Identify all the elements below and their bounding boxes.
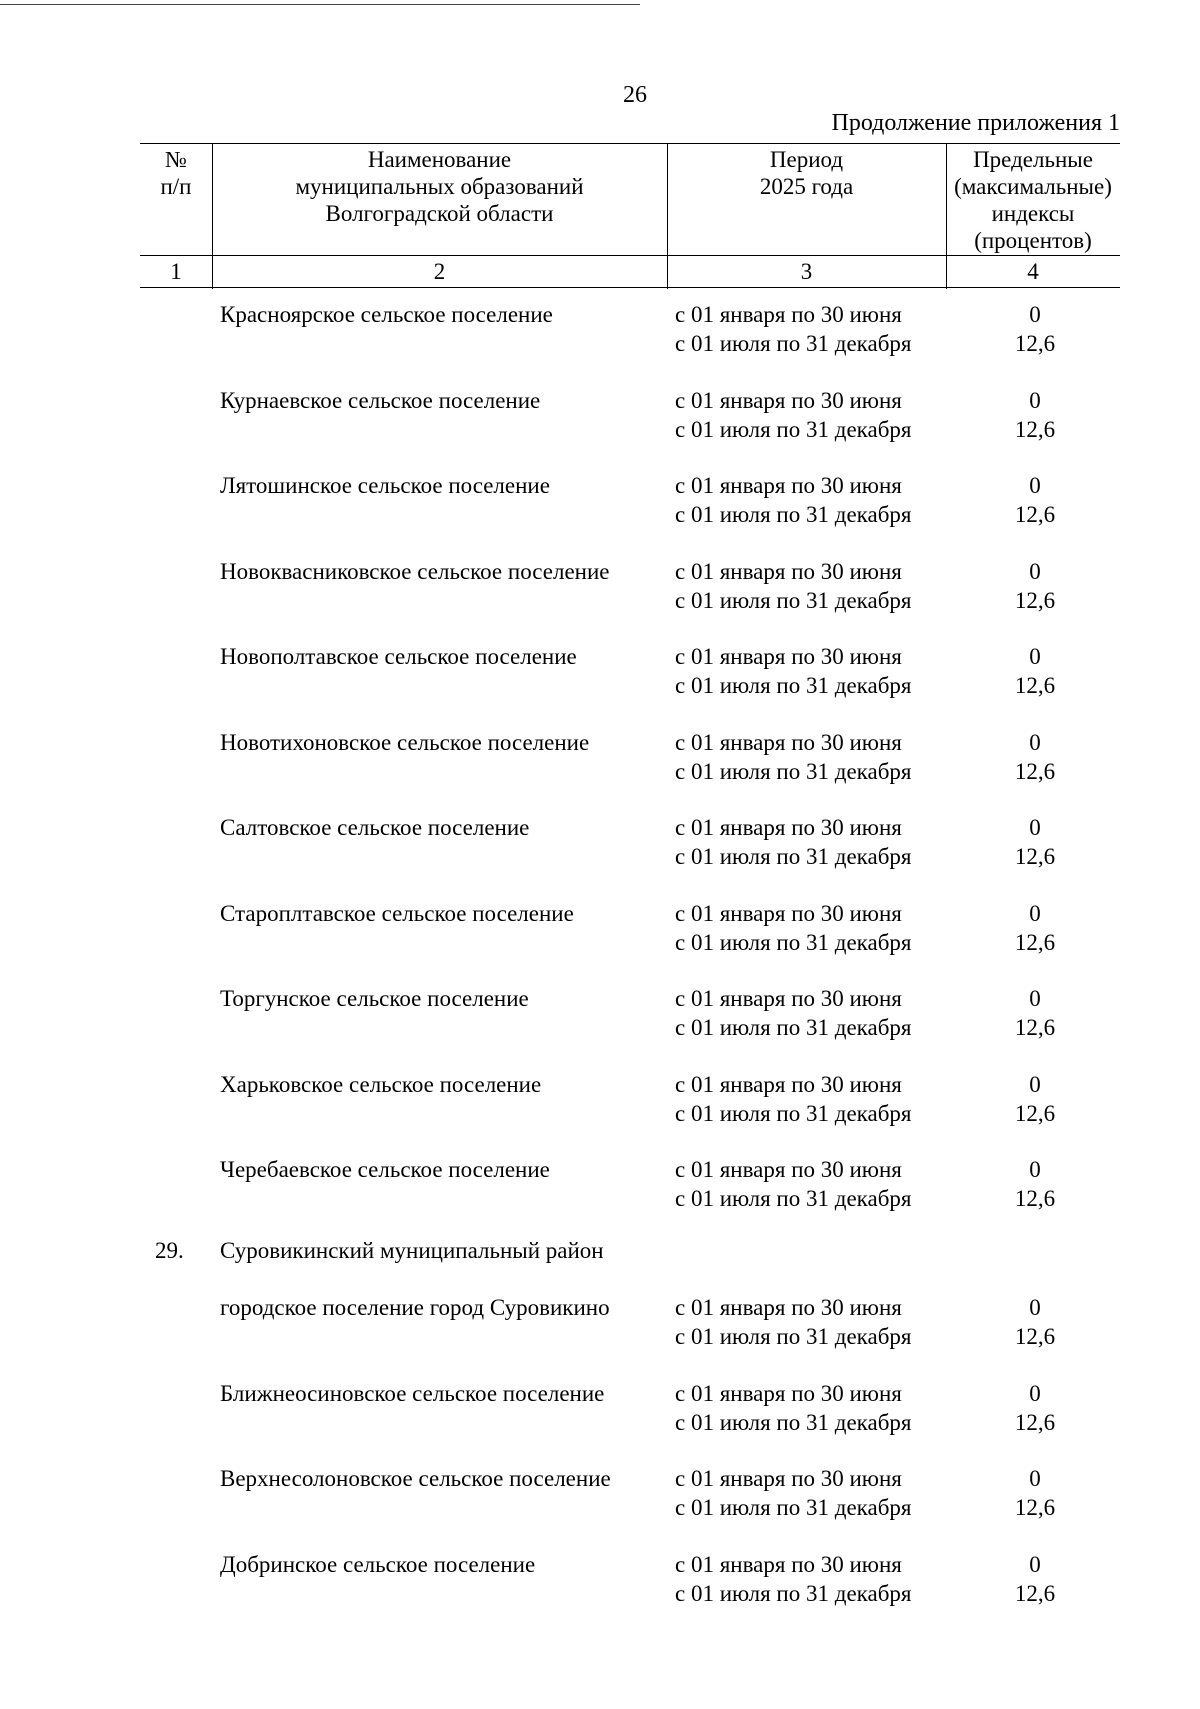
period-cell [675, 899, 911, 957]
settlement-name: Верхнесолоновское сельское поселение [220, 1466, 611, 1491]
period-second-half: с 01 июля по 31 декабря [675, 1495, 912, 1520]
period-first-half: с 01 января по 30 июня [675, 388, 902, 413]
district-name: Суровикинский муниципальный район [220, 1238, 604, 1263]
period-second-half: с 01 июля по 31 декабря [675, 417, 912, 442]
index-first-half: 0 [1029, 901, 1041, 926]
period-first-half: с 01 января по 30 июня [675, 1295, 902, 1320]
period-cell [675, 1155, 911, 1213]
header-col-period-line: Период [769, 147, 844, 172]
period-cell [675, 386, 911, 444]
settlement-name: Лятошинское сельское поселение [220, 473, 550, 498]
index-first-half: 0 [1029, 388, 1041, 413]
index-first-half: 0 [1029, 1072, 1041, 1097]
period-cell [675, 1464, 911, 1522]
index-cell [985, 471, 1085, 529]
index-first-half: 0 [1029, 1552, 1041, 1577]
index-first-half: 0 [1029, 559, 1041, 584]
period-cell [675, 300, 911, 358]
settlement-name: Черебаевское сельское поселение [220, 1157, 550, 1182]
appendix-note: Продолжение приложения 1 [831, 110, 1120, 136]
header-col-name-line: муниципальных образований [295, 174, 584, 199]
settlement-name: Ближнеосиновское сельское поселение [220, 1381, 605, 1406]
period-cell [675, 642, 911, 700]
period-cell [675, 557, 911, 615]
settlement-name: Курнаевское сельское поселение [220, 388, 541, 413]
index-first-half: 0 [1029, 815, 1041, 840]
index-cell [985, 1379, 1085, 1437]
period-second-half: с 01 июля по 31 декабря [675, 1186, 912, 1211]
period-first-half: с 01 января по 30 июня [675, 901, 902, 926]
settlement-name: Новотихоновское сельское поселение [220, 730, 590, 755]
index-second-half: 12,6 [1014, 1186, 1056, 1211]
index-first-half: 0 [1029, 730, 1041, 755]
index-cell [985, 1155, 1085, 1213]
index-cell [985, 1550, 1085, 1608]
period-first-half: с 01 января по 30 июня [675, 1552, 902, 1577]
index-second-half: 12,6 [1014, 502, 1056, 527]
index-first-half: 0 [1029, 986, 1041, 1011]
period-cell [675, 1293, 911, 1351]
index-second-half: 12,6 [1014, 673, 1056, 698]
index-second-half: 12,6 [1014, 331, 1056, 356]
settlement-name: Харьковское сельское поселение [220, 1072, 542, 1097]
period-second-half: с 01 июля по 31 декабря [675, 1324, 912, 1349]
column-number-4: 4 [1027, 259, 1039, 284]
period-second-half: с 01 июля по 31 декабря [675, 1015, 912, 1040]
period-cell [675, 984, 911, 1042]
period-first-half: с 01 января по 30 июня [675, 473, 902, 498]
period-second-half: с 01 июля по 31 декабря [675, 930, 912, 955]
settlement-name: Торгунское сельское поселение [220, 986, 529, 1011]
period-second-half: с 01 июля по 31 декабря [675, 759, 912, 784]
period-first-half: с 01 января по 30 июня [675, 986, 902, 1011]
index-cell [985, 642, 1085, 700]
header-col-name-line: Наименование [367, 147, 512, 172]
header-col-period-line: 2025 года [759, 174, 854, 199]
settlement-name: Салтовское сельское поселение [220, 815, 530, 840]
column-number-3: 3 [800, 259, 813, 284]
index-second-half: 12,6 [1014, 844, 1056, 869]
period-cell [675, 1379, 911, 1437]
page-number: 26 [623, 82, 647, 108]
settlement-name: Староплтавское сельское поселение [220, 901, 574, 926]
period-first-half: с 01 января по 30 июня [675, 1072, 902, 1097]
index-cell [985, 557, 1085, 615]
index-first-half: 0 [1029, 1466, 1041, 1491]
index-cell [985, 899, 1085, 957]
index-second-half: 12,6 [1014, 1324, 1056, 1349]
index-second-half: 12,6 [1014, 1101, 1056, 1126]
header-col-name-line: Волгоградской области [325, 201, 554, 226]
index-cell [985, 984, 1085, 1042]
index-cell [985, 1070, 1085, 1128]
period-first-half: с 01 января по 30 июня [675, 1381, 902, 1406]
index-second-half: 12,6 [1014, 1581, 1056, 1606]
period-first-half: с 01 января по 30 июня [675, 1466, 902, 1491]
period-cell [675, 1550, 911, 1608]
period-first-half: с 01 января по 30 июня [675, 1157, 902, 1182]
index-cell [985, 813, 1085, 871]
period-first-half: с 01 января по 30 июня [675, 302, 902, 327]
period-second-half: с 01 июля по 31 декабря [675, 588, 912, 613]
period-first-half: с 01 января по 30 июня [675, 815, 902, 840]
period-second-half: с 01 июля по 31 декабря [675, 502, 912, 527]
index-first-half: 0 [1029, 1157, 1041, 1182]
district-number: 29. [155, 1238, 184, 1263]
period-second-half: с 01 июля по 31 декабря [675, 1581, 912, 1606]
index-second-half: 12,6 [1014, 930, 1056, 955]
index-first-half: 0 [1029, 1381, 1041, 1406]
period-cell [675, 471, 911, 529]
header-col-number-line: № [165, 147, 187, 172]
index-cell [985, 300, 1085, 358]
index-second-half: 12,6 [1014, 1410, 1056, 1435]
period-second-half: с 01 июля по 31 декабря [675, 1410, 912, 1435]
index-second-half: 12,6 [1014, 588, 1056, 613]
index-cell [985, 1293, 1085, 1351]
period-cell [675, 1070, 911, 1128]
index-first-half: 0 [1029, 302, 1041, 327]
settlement-name: Добринское сельское поселение [220, 1552, 536, 1577]
period-first-half: с 01 января по 30 июня [675, 559, 902, 584]
period-first-half: с 01 января по 30 июня [675, 730, 902, 755]
period-cell [675, 728, 911, 786]
header-col-index-line: (максимальные) [954, 174, 1112, 199]
settlement-name: Новополтавское сельское поселение [220, 644, 577, 669]
index-second-half: 12,6 [1014, 1495, 1056, 1520]
column-number-1: 1 [170, 259, 182, 284]
settlement-name: городское поселение город Суровикино [220, 1295, 610, 1320]
index-second-half: 12,6 [1014, 417, 1056, 442]
index-first-half: 0 [1029, 644, 1041, 669]
period-second-half: с 01 июля по 31 декабря [675, 331, 912, 356]
index-cell [985, 386, 1085, 444]
period-second-half: с 01 июля по 31 декабря [675, 1101, 912, 1126]
index-first-half: 0 [1029, 473, 1041, 498]
period-second-half: с 01 июля по 31 декабря [675, 844, 912, 869]
header-col-index-line: (процентов) [974, 228, 1092, 253]
period-cell [675, 813, 911, 871]
header-col-index-line: Предельные [973, 147, 1093, 172]
index-cell [985, 728, 1085, 786]
settlement-name: Новоквасниковское сельское поселение [220, 559, 610, 584]
settlement-name: Красноярское сельское поселение [220, 302, 553, 327]
header-col-number-line: п/п [160, 174, 192, 199]
period-second-half: с 01 июля по 31 декабря [675, 673, 912, 698]
column-number-2: 2 [433, 259, 446, 284]
header-col-index-line: индексы [991, 201, 1075, 226]
index-cell [985, 1464, 1085, 1522]
index-second-half: 12,6 [1014, 1015, 1056, 1040]
index-second-half: 12,6 [1014, 759, 1056, 784]
period-first-half: с 01 января по 30 июня [675, 644, 902, 669]
index-first-half: 0 [1029, 1295, 1041, 1320]
